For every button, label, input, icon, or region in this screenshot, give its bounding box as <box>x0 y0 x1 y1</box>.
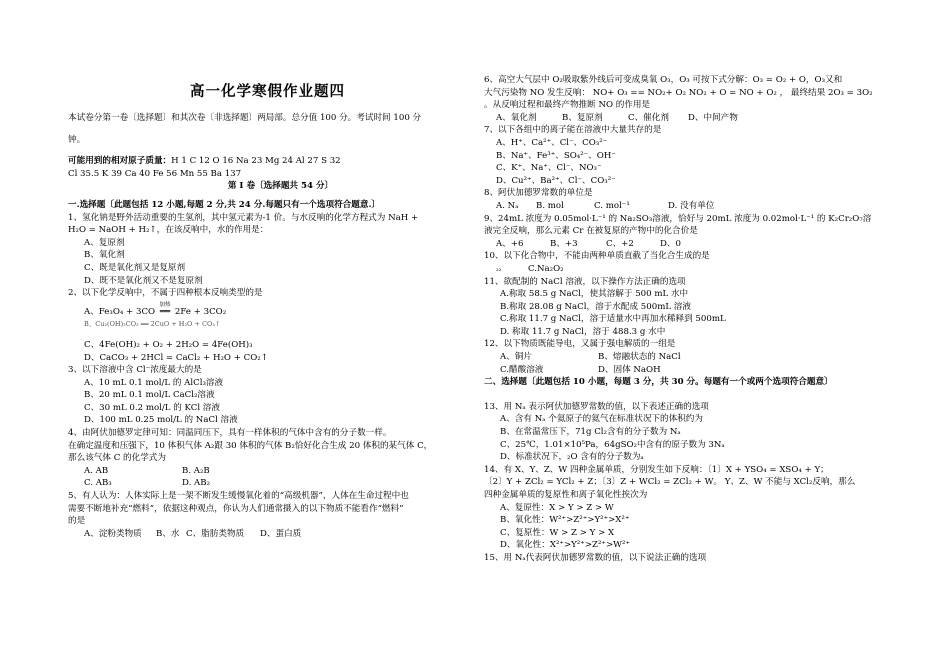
option: C、既是氧化剂又是复原剂 <box>84 262 186 273</box>
masses-values: Cl 35.5 K 39 Ca 40 Fe 56 Mn 55 Ba 137 <box>68 168 242 179</box>
option: A、铜片 <box>500 352 532 363</box>
option: C、脂肪类物质 <box>186 528 245 539</box>
option: B、Na⁺、Fe³⁺、SO₄²⁻、OH⁻ <box>496 150 616 161</box>
option: C、复原性：W > Z > Y > X <box>500 527 615 538</box>
option: A. AB <box>84 465 109 476</box>
option: D、氧化性：X²⁺>Y²⁺>Z²⁺>W²⁺ <box>500 540 630 551</box>
option: B、在常温常压下，71g Cl₂含有的分子数为 Nₐ <box>500 427 681 438</box>
option: C.醋酸溶液 <box>500 364 544 375</box>
masses-label: 可能用到的相对原子质量： <box>68 156 172 167</box>
option: A、复原性：X > Y > Z > W <box>500 502 614 513</box>
option-row <box>484 112 912 125</box>
option: B. mol <box>536 200 564 211</box>
section1-heading: 一.选择题〔此题包括 12 小题,每题 2 分,共 24 分.每题只有一个选项符合题意.〕 <box>68 199 381 210</box>
option: D、中间产物 <box>688 112 738 123</box>
option-row <box>484 238 912 251</box>
option-fragment: ₂₂ <box>496 264 502 273</box>
option: C.Na₂O₂ <box>528 263 564 274</box>
option: D. 没有单位 <box>668 200 715 211</box>
question-text: 需要不断地补充“燃料”，依据这种观点，你认为人们通常摄入的以下物质不能看作“燃料” <box>68 503 404 514</box>
option: A、含有 Nₐ 个氦原子的氦气在标准状况下的体积约为 <box>500 414 703 425</box>
question-text: 6、高空大气层中 O₂吸取紫外线后可变成臭氧 O₃，O₃ 可按下式分解：O₃ = O₂ + O，O₃又和 <box>484 75 843 85</box>
option: B、20 mL 0.1 mol/L CaCl₂溶液 <box>84 390 215 401</box>
equals-arrow: 加热 ══ <box>158 306 172 319</box>
question-text: 10、以下化合物中，不能由两种单质直截了当化合生成的是 <box>484 251 710 262</box>
option-row <box>68 528 493 541</box>
question-text: 8、阿伏加德罗常数的单位是 <box>484 188 593 199</box>
intro-line: 钟。 <box>68 134 86 145</box>
option: D、0 <box>660 238 681 249</box>
option: D. 称取 11.7 g NaCl，溶于 488.3 g 水中 <box>500 326 666 337</box>
option: D、蛋白质 <box>260 528 302 539</box>
page-title: 高一化学寒假作业题四 <box>190 83 345 100</box>
option-equation: B、Cu₂(OH)₂CO₃ ══ 2CuO + H₂O + CO₂↑ <box>84 320 221 329</box>
question-text: 的是 <box>68 516 86 527</box>
intro-line: 本试卷分第一卷〔选择题〕和其次卷〔非选择题〕两局部。总分值 100 分。考试时间 100 分 <box>68 113 422 123</box>
question-text: 四种金属单质的复原性和离子氧化性挨次为 <box>484 490 648 500</box>
option: C.称取 11.7 g NaCl，溶于适量水中再加水稀释到 500mL <box>500 314 726 325</box>
option: A.称取 58.5 g NaCl，使其溶解于 500 mL 水中 <box>500 289 689 300</box>
option: B、复原剂 <box>562 112 603 123</box>
question-text: 12、以下物质既能导电，又属于强电解质的一组是 <box>484 339 676 350</box>
question-text: 15、用 Nₐ代表阿伏加德罗常数的值，以下说法正确的选项 <box>484 552 707 563</box>
option: B、水 <box>156 528 180 539</box>
option: B、氧化性：W²⁺>Z²⁺>Y²⁺>X²⁺ <box>500 515 630 526</box>
option-row <box>484 263 912 276</box>
option: B、氧化剂 <box>84 250 125 261</box>
option: D、固体 NaOH <box>598 364 661 375</box>
option-equation: D、CaCO₃ + 2HCl = CaCl₂ + H₂O + CO₂↑ <box>84 352 268 363</box>
option: C、催化剂 <box>628 112 669 123</box>
option: B.称取 28.08 g NaCl，溶于水配成 500mL 溶液 <box>500 301 691 312</box>
section2-heading: 二、选择题〔此题包括 10 小题，每题 3 分，共 30 分。每题有一个或两个选项符合题意〕 <box>484 377 833 388</box>
option-equation <box>68 301 493 319</box>
question-text: 5、有人认为：人体实际上是一架不断发生缓慢氧化着的“高级机器”，人体在生命过程中也 <box>68 491 409 502</box>
condition-label: 加热 <box>159 301 171 308</box>
option-row <box>484 364 912 377</box>
question-text: 那么该气体 C 的化学式为 <box>68 453 166 464</box>
option-row <box>484 351 912 364</box>
question-text: 1、氢化钠是野外活动重要的生氢剂，其中氢元素为-1 价。与水反响的化学方程式为 NaH + <box>68 212 419 223</box>
option: A、H⁺、Ca²⁺、Cl⁻、CO₃²⁻ <box>496 137 608 148</box>
equation-left: A、Fe₃O₄ + 3CO <box>84 306 156 317</box>
equation-right: 2Fe + 3CO₂ <box>174 306 227 317</box>
right-column <box>484 0 912 565</box>
option: A、淀粉类物质 <box>84 528 142 539</box>
option: D、标准状况下，₂O 含有的分子数为ₐ <box>500 452 644 463</box>
option-row <box>484 200 912 213</box>
question-text: 2、以下化学反响中，不属于四种根本反响类型的是 <box>68 288 263 299</box>
question-text: 液完全反响，那么元素 Cr 在被复原的产物中的化合价是 <box>484 226 698 237</box>
question-text: 11、欲配制的 NaCl 溶液，以下操作方法正确的选项 <box>484 276 686 287</box>
masses-values: H 1 C 12 O 16 Na 23 Mg 24 Al 27 S 32 <box>171 156 341 167</box>
option-row <box>68 465 493 478</box>
option: C、30 mL 0.2 mol/L 的 KCl 溶液 <box>84 402 220 413</box>
atomic-masses <box>68 155 493 168</box>
question-text: 9、24mL 浓度为 0.05mol·L⁻¹ 的 Na₂SO₃溶液，恰好与 20mL 浓度为 0.02mol·L⁻¹ 的 K₂Cr₂O₇溶 <box>484 213 872 224</box>
option: A、+6 <box>496 238 524 249</box>
option: C、25℃，1.01×10⁵Pa，64gSO₂中含有的原子数为 3Nₐ <box>500 439 725 450</box>
question-text: 3、以下溶液中含 Cl⁻浓度最大的是 <box>68 365 202 376</box>
question-text: 〔2〕Y + ZCl₂ = YCl₂ + Z；〔3〕Z + WCl₂ = ZCl₂ + W。 Y、Z、W 不能与 XCl₂反响，那么 <box>484 477 856 488</box>
option: C、K⁺、Na⁺、Cl⁻、NO₃⁻ <box>496 163 602 174</box>
option: D. AB₂ <box>182 478 211 489</box>
question-text: 在确定温度和压强下，10 体积气体 A₂跟 30 体积的气体 B₂恰好化合生成 20 体积的某气体 C， <box>68 440 433 451</box>
question-text: 14、有 X、Y、Z、W 四种金属单质，分别发生如下反响：〔1〕X + YSO₄ = XSO₄ + Y； <box>484 464 829 475</box>
question-text: 大气污染物 NO 发生反响： NO+ O₃ == NO₂+ O₂ NO₂ + O = NO + O₂ ， 最终结果 2O₃ = 3O₂ <box>484 87 873 98</box>
part1-heading: 第 I 卷〔选择题共 54 分〕 <box>227 181 334 192</box>
question-text: 4、由阿伏加德罗定律可知：同温同压下，具有一样体积的气体中含有的分子数一样。 <box>68 428 392 439</box>
option: C. AB₃ <box>84 478 112 489</box>
question-text: H₂O = NaOH + H₂↑，在该反响中，水的作用是： <box>68 225 269 236</box>
option: A、复原剂 <box>84 237 125 248</box>
left-column <box>68 0 493 540</box>
option: B、熔融状态的 NaCl <box>598 352 681 363</box>
option: B、+3 <box>550 238 578 249</box>
option: A. Nₐ <box>496 200 519 211</box>
option: D、Cu²⁺、Ba²⁺、Cl⁻、CO₃²⁻ <box>496 175 616 186</box>
question-text: 。从反响过程和最终产物推断 NO 的作用是 <box>484 100 651 111</box>
option: D、既不是氧化剂又不是复原剂 <box>84 275 203 286</box>
option-row <box>68 477 493 490</box>
option: A、氧化剂 <box>496 112 537 123</box>
option: C、+2 <box>606 238 634 249</box>
option: C. mol⁻¹ <box>594 200 630 211</box>
question-text: 7、以下各组中的离子能在溶液中大量共存的是 <box>484 125 662 136</box>
option-equation: C、4Fe(OH)₂ + O₂ + 2H₂O = 4Fe(OH)₃ <box>84 339 253 350</box>
question-text: 13、用 Nₐ 表示阿伏加德罗常数的值，以下表述正确的选项 <box>484 401 709 412</box>
option: B. A₂B <box>182 465 210 476</box>
option: A、10 mL 0.1 mol/L 的 AlCl₃溶液 <box>84 377 224 388</box>
option: D、100 mL 0.25 mol/L 的 NaCl 溶液 <box>84 415 238 426</box>
